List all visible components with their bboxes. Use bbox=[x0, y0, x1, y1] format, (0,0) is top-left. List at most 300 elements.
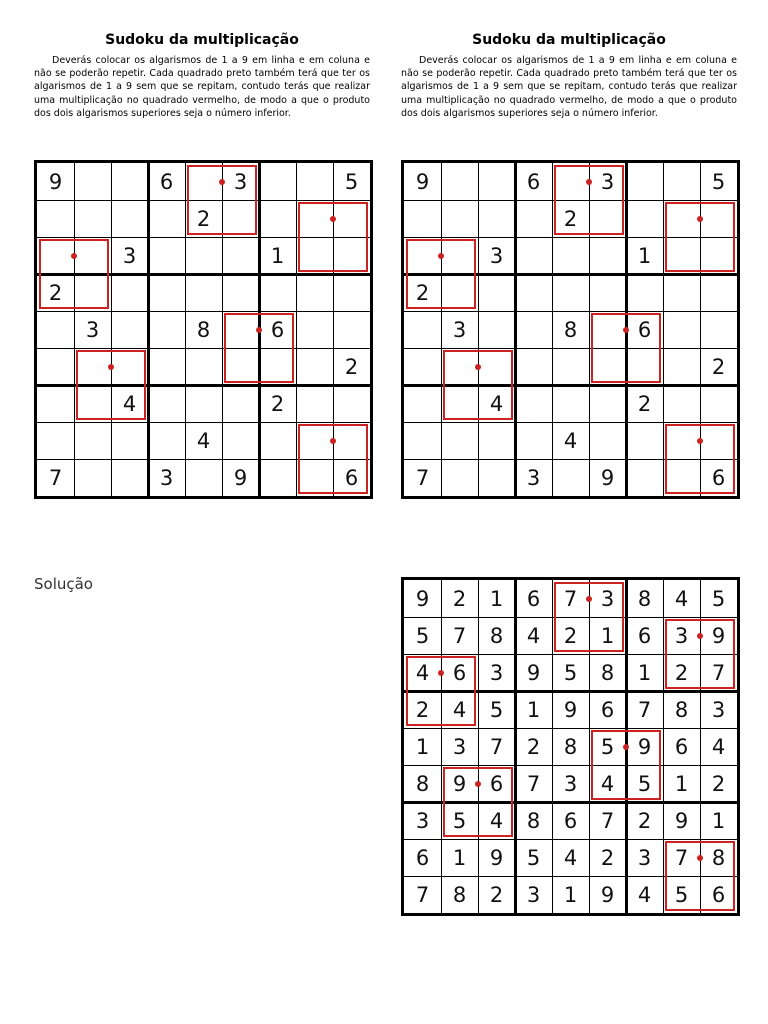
panel-instructions: Deverás colocar os algarismos de 1 a 9 em linha e em coluna e não se poderão repetir. Cada quadrado preto também terá que ter os algarismos de 1 a 9 sem que se repitam, contudo terás que realizar uma multiplicação no quadrado vermelho, de modo a que o produto dos dois algarismos superiores seja o número inferior. bbox=[401, 55, 737, 119]
sudoku-cell bbox=[515, 200, 552, 237]
sudoku-cell bbox=[441, 459, 478, 496]
sudoku-cell bbox=[37, 385, 74, 422]
sudoku-cell bbox=[296, 348, 333, 385]
sudoku-cell: 9 bbox=[600, 882, 615, 907]
sudoku-cell bbox=[478, 422, 515, 459]
sudoku-cell: 6 bbox=[344, 465, 359, 490]
cell-divider-horizontal bbox=[404, 422, 737, 423]
sudoku-cell: 9 bbox=[415, 169, 430, 194]
sudoku-cell bbox=[441, 274, 478, 311]
sudoku-cell: 2 bbox=[563, 623, 578, 648]
sudoku-cell bbox=[663, 422, 700, 459]
sudoku-cell: 6 bbox=[563, 808, 578, 833]
cell-divider-vertical bbox=[441, 163, 442, 496]
sudoku-cell bbox=[185, 459, 222, 496]
sudoku-cell bbox=[296, 459, 333, 496]
sudoku-cell: 3 bbox=[415, 808, 430, 833]
sudoku-cell bbox=[552, 459, 589, 496]
sudoku-cell bbox=[148, 274, 185, 311]
sudoku-cell: 2 bbox=[415, 697, 430, 722]
sudoku-cell bbox=[111, 200, 148, 237]
sudoku-cell bbox=[515, 385, 552, 422]
sudoku-cell: 1 bbox=[452, 845, 467, 870]
sudoku-cell bbox=[111, 422, 148, 459]
sudoku-cell: 3 bbox=[674, 623, 689, 648]
sudoku-cell bbox=[296, 385, 333, 422]
sudoku-cell bbox=[441, 348, 478, 385]
sudoku-cell: 2 bbox=[415, 280, 430, 305]
sudoku-cell bbox=[296, 422, 333, 459]
cell-divider-horizontal bbox=[37, 311, 370, 312]
sudoku-cell: 7 bbox=[489, 734, 504, 759]
sudoku-cell: 6 bbox=[711, 465, 726, 490]
sudoku-cell: 4 bbox=[415, 660, 430, 685]
box-divider-vertical bbox=[514, 163, 517, 496]
sudoku-cell: 2 bbox=[563, 206, 578, 231]
sudoku-cell bbox=[222, 311, 259, 348]
cell-divider-vertical bbox=[74, 163, 75, 496]
sudoku-cell: 2 bbox=[344, 354, 359, 379]
sudoku-cell bbox=[296, 274, 333, 311]
sudoku-cell: 1 bbox=[600, 623, 615, 648]
cell-divider-horizontal bbox=[404, 876, 737, 877]
sudoku-cell bbox=[441, 200, 478, 237]
sudoku-cell bbox=[404, 422, 441, 459]
sudoku-cell: 9 bbox=[563, 697, 578, 722]
sudoku-cell: 3 bbox=[85, 317, 100, 342]
cell-divider-horizontal bbox=[37, 237, 370, 238]
sudoku-cell: 2 bbox=[637, 808, 652, 833]
sudoku-cell: 3 bbox=[526, 465, 541, 490]
sudoku-cell bbox=[148, 200, 185, 237]
sudoku-cell bbox=[441, 385, 478, 422]
sudoku-cell: 1 bbox=[637, 243, 652, 268]
sudoku-cell: 3 bbox=[452, 317, 467, 342]
sudoku-cell bbox=[404, 311, 441, 348]
sudoku-cell bbox=[700, 385, 737, 422]
cell-divider-horizontal bbox=[37, 200, 370, 201]
sudoku-cell: 3 bbox=[452, 734, 467, 759]
sudoku-cell bbox=[478, 348, 515, 385]
sudoku-cell: 2 bbox=[452, 586, 467, 611]
sudoku-cell bbox=[74, 200, 111, 237]
sudoku-cell bbox=[478, 459, 515, 496]
sudoku-cell bbox=[37, 237, 74, 274]
sudoku-cell bbox=[333, 200, 370, 237]
sudoku-cell: 8 bbox=[563, 734, 578, 759]
sudoku-cell: 8 bbox=[452, 882, 467, 907]
cell-divider-vertical bbox=[663, 163, 664, 496]
sudoku-cell: 3 bbox=[489, 243, 504, 268]
sudoku-cell: 8 bbox=[196, 317, 211, 342]
sudoku-cell bbox=[589, 200, 626, 237]
sudoku-cell bbox=[185, 385, 222, 422]
sudoku-cell bbox=[222, 200, 259, 237]
sudoku-cell bbox=[259, 200, 296, 237]
sudoku-cell: 3 bbox=[526, 882, 541, 907]
sudoku-cell: 3 bbox=[600, 169, 615, 194]
sudoku-cell: 9 bbox=[674, 808, 689, 833]
sudoku-cell: 7 bbox=[711, 660, 726, 685]
cell-divider-horizontal bbox=[404, 728, 737, 729]
cell-divider-horizontal bbox=[404, 459, 737, 460]
panel-title: Sudoku da multiplicação bbox=[472, 32, 666, 48]
sudoku-cell bbox=[333, 237, 370, 274]
sudoku-cell bbox=[515, 274, 552, 311]
sudoku-cell: 7 bbox=[452, 623, 467, 648]
sudoku-cell: 2 bbox=[600, 845, 615, 870]
cell-divider-horizontal bbox=[404, 237, 737, 238]
sudoku-cell: 1 bbox=[489, 586, 504, 611]
box-divider-horizontal bbox=[404, 273, 737, 276]
sudoku-cell bbox=[663, 311, 700, 348]
sudoku-cell bbox=[700, 237, 737, 274]
sudoku-cell bbox=[589, 311, 626, 348]
solution-label: Solução bbox=[34, 575, 93, 593]
sudoku-cell bbox=[148, 311, 185, 348]
sudoku-cell bbox=[404, 200, 441, 237]
sudoku-cell: 2 bbox=[48, 280, 63, 305]
sudoku-cell bbox=[589, 348, 626, 385]
panel-right bbox=[401, 30, 737, 134]
sudoku-cell bbox=[626, 348, 663, 385]
cell-divider-horizontal bbox=[37, 459, 370, 460]
sudoku-cell bbox=[259, 274, 296, 311]
sudoku-cell: 3 bbox=[637, 845, 652, 870]
sudoku-cell: 2 bbox=[637, 391, 652, 416]
sudoku-cell bbox=[663, 385, 700, 422]
cell-divider-horizontal bbox=[404, 839, 737, 840]
sudoku-cell bbox=[700, 274, 737, 311]
cell-divider-vertical bbox=[700, 580, 701, 913]
sudoku-cell bbox=[404, 237, 441, 274]
sudoku-cell: 9 bbox=[637, 734, 652, 759]
box-divider-vertical bbox=[625, 580, 628, 913]
cell-divider-vertical bbox=[478, 163, 479, 496]
sudoku-cell bbox=[626, 422, 663, 459]
sudoku-cell bbox=[515, 311, 552, 348]
sudoku-cell bbox=[259, 163, 296, 200]
sudoku-cell: 6 bbox=[711, 882, 726, 907]
sudoku-cell: 8 bbox=[674, 697, 689, 722]
sudoku-cell bbox=[148, 237, 185, 274]
sudoku-cell: 9 bbox=[526, 660, 541, 685]
sudoku-cell: 9 bbox=[452, 771, 467, 796]
sudoku-cell: 1 bbox=[674, 771, 689, 796]
sudoku-cell bbox=[333, 385, 370, 422]
box-divider-horizontal bbox=[37, 384, 370, 387]
sudoku-cell bbox=[515, 422, 552, 459]
sudoku-cell bbox=[589, 237, 626, 274]
cell-divider-vertical bbox=[552, 580, 553, 913]
sudoku-cell bbox=[663, 348, 700, 385]
sudoku-cell bbox=[441, 422, 478, 459]
sudoku-cell bbox=[663, 459, 700, 496]
sudoku-cell: 8 bbox=[489, 623, 504, 648]
cell-divider-vertical bbox=[589, 163, 590, 496]
sudoku-cell bbox=[74, 385, 111, 422]
sudoku-cell: 2 bbox=[711, 771, 726, 796]
sudoku-cell bbox=[37, 311, 74, 348]
sudoku-cell bbox=[478, 311, 515, 348]
sudoku-cell: 2 bbox=[270, 391, 285, 416]
sudoku-board-puzzle-left bbox=[34, 160, 373, 499]
sudoku-cell: 7 bbox=[415, 882, 430, 907]
sudoku-cell: 3 bbox=[233, 169, 248, 194]
sudoku-cell bbox=[552, 237, 589, 274]
sudoku-cell: 2 bbox=[674, 660, 689, 685]
sudoku-cell: 2 bbox=[711, 354, 726, 379]
sudoku-cell: 5 bbox=[452, 808, 467, 833]
sudoku-board-puzzle-right bbox=[401, 160, 740, 499]
sudoku-cell: 1 bbox=[637, 660, 652, 685]
sudoku-cell: 6 bbox=[415, 845, 430, 870]
sudoku-cell: 3 bbox=[122, 243, 137, 268]
sudoku-cell bbox=[552, 163, 589, 200]
sudoku-cell: 6 bbox=[159, 169, 174, 194]
cell-divider-horizontal bbox=[37, 422, 370, 423]
sudoku-cell bbox=[222, 385, 259, 422]
sudoku-cell: 3 bbox=[159, 465, 174, 490]
sudoku-cell bbox=[259, 459, 296, 496]
sudoku-cell: 5 bbox=[600, 734, 615, 759]
sudoku-cell: 6 bbox=[526, 586, 541, 611]
panel-instructions: Deverás colocar os algarismos de 1 a 9 em linha e em coluna e não se poderão repetir. Cada quadrado preto também terá que ter os algarismos de 1 a 9 sem que se repitam, contudo terás que realizar uma multiplicação no quadrado vermelho, de modo a que o produto dos dois algarismos superiores seja o número inferior. bbox=[34, 55, 370, 119]
sudoku-cell: 7 bbox=[637, 697, 652, 722]
box-divider-vertical bbox=[258, 163, 261, 496]
sudoku-cell bbox=[296, 311, 333, 348]
sudoku-cell: 4 bbox=[196, 428, 211, 453]
sudoku-cell: 3 bbox=[600, 586, 615, 611]
sudoku-cell: 8 bbox=[711, 845, 726, 870]
panel-left bbox=[34, 30, 370, 134]
sudoku-cell: 4 bbox=[600, 771, 615, 796]
sudoku-cell: 5 bbox=[563, 660, 578, 685]
sudoku-cell: 1 bbox=[270, 243, 285, 268]
sudoku-cell: 9 bbox=[489, 845, 504, 870]
sudoku-cell bbox=[404, 385, 441, 422]
sudoku-cell: 9 bbox=[415, 586, 430, 611]
sudoku-cell: 8 bbox=[600, 660, 615, 685]
sudoku-cell bbox=[404, 348, 441, 385]
cell-divider-vertical bbox=[663, 580, 664, 913]
sudoku-cell: 4 bbox=[489, 391, 504, 416]
sudoku-cell: 8 bbox=[563, 317, 578, 342]
sudoku-cell: 2 bbox=[196, 206, 211, 231]
sudoku-cell: 4 bbox=[452, 697, 467, 722]
sudoku-cell bbox=[37, 348, 74, 385]
cell-divider-horizontal bbox=[37, 348, 370, 349]
sudoku-cell: 1 bbox=[563, 882, 578, 907]
sudoku-cell: 4 bbox=[526, 623, 541, 648]
sudoku-cell bbox=[222, 237, 259, 274]
sudoku-cell bbox=[111, 459, 148, 496]
sudoku-cell bbox=[663, 274, 700, 311]
sudoku-cell bbox=[185, 348, 222, 385]
sudoku-cell: 4 bbox=[674, 586, 689, 611]
sudoku-cell: 9 bbox=[600, 465, 615, 490]
sudoku-cell: 5 bbox=[711, 586, 726, 611]
sudoku-cell bbox=[589, 422, 626, 459]
sudoku-cell: 6 bbox=[637, 623, 652, 648]
sudoku-cell bbox=[663, 200, 700, 237]
sudoku-cell bbox=[478, 163, 515, 200]
sudoku-cell bbox=[296, 163, 333, 200]
sudoku-cell bbox=[626, 200, 663, 237]
box-divider-horizontal bbox=[404, 690, 737, 693]
box-divider-vertical bbox=[625, 163, 628, 496]
sudoku-cell: 2 bbox=[526, 734, 541, 759]
box-divider-horizontal bbox=[37, 273, 370, 276]
sudoku-cell: 8 bbox=[637, 586, 652, 611]
sudoku-cell bbox=[111, 311, 148, 348]
sudoku-cell bbox=[74, 348, 111, 385]
box-divider-vertical bbox=[147, 163, 150, 496]
box-divider-vertical bbox=[514, 580, 517, 913]
sudoku-cell: 6 bbox=[600, 697, 615, 722]
sudoku-cell bbox=[222, 348, 259, 385]
cell-divider-vertical bbox=[185, 163, 186, 496]
sudoku-cell bbox=[552, 274, 589, 311]
sudoku-cell bbox=[700, 422, 737, 459]
sudoku-cell bbox=[333, 311, 370, 348]
sudoku-cell: 6 bbox=[452, 660, 467, 685]
sudoku-cell bbox=[111, 163, 148, 200]
sudoku-cell: 5 bbox=[415, 623, 430, 648]
sudoku-cell: 4 bbox=[489, 808, 504, 833]
sudoku-cell bbox=[333, 274, 370, 311]
sudoku-cell bbox=[37, 200, 74, 237]
sudoku-cell bbox=[296, 237, 333, 274]
sudoku-cell bbox=[185, 274, 222, 311]
sudoku-cell: 3 bbox=[489, 660, 504, 685]
sudoku-cell: 8 bbox=[415, 771, 430, 796]
sudoku-cell bbox=[552, 348, 589, 385]
sudoku-cell bbox=[259, 422, 296, 459]
box-divider-horizontal bbox=[404, 384, 737, 387]
sudoku-cell bbox=[37, 422, 74, 459]
sudoku-cell bbox=[589, 274, 626, 311]
sudoku-cell: 9 bbox=[48, 169, 63, 194]
cell-divider-vertical bbox=[478, 580, 479, 913]
cell-divider-vertical bbox=[441, 580, 442, 913]
sudoku-cell bbox=[111, 274, 148, 311]
sudoku-cell: 4 bbox=[563, 845, 578, 870]
sudoku-cell: 5 bbox=[526, 845, 541, 870]
sudoku-cell bbox=[700, 200, 737, 237]
sudoku-cell: 2 bbox=[489, 882, 504, 907]
sudoku-cell: 7 bbox=[526, 771, 541, 796]
sudoku-cell: 4 bbox=[711, 734, 726, 759]
sudoku-cell: 7 bbox=[674, 845, 689, 870]
sudoku-cell bbox=[478, 200, 515, 237]
sudoku-cell: 1 bbox=[711, 808, 726, 833]
cell-divider-vertical bbox=[700, 163, 701, 496]
sudoku-cell bbox=[148, 422, 185, 459]
sudoku-cell bbox=[626, 459, 663, 496]
sudoku-cell: 9 bbox=[233, 465, 248, 490]
sudoku-cell bbox=[74, 422, 111, 459]
sudoku-cell bbox=[74, 274, 111, 311]
sudoku-cell bbox=[441, 163, 478, 200]
sudoku-cell: 7 bbox=[48, 465, 63, 490]
sudoku-cell bbox=[552, 385, 589, 422]
sudoku-cell bbox=[333, 422, 370, 459]
sudoku-cell bbox=[185, 163, 222, 200]
sudoku-cell bbox=[515, 348, 552, 385]
cell-divider-horizontal bbox=[404, 765, 737, 766]
sudoku-cell: 7 bbox=[600, 808, 615, 833]
sudoku-cell bbox=[700, 311, 737, 348]
cell-divider-horizontal bbox=[404, 617, 737, 618]
sudoku-cell: 1 bbox=[415, 734, 430, 759]
sudoku-cell: 3 bbox=[711, 697, 726, 722]
cell-divider-vertical bbox=[552, 163, 553, 496]
sudoku-cell bbox=[663, 163, 700, 200]
sudoku-cell: 5 bbox=[344, 169, 359, 194]
sudoku-cell: 4 bbox=[637, 882, 652, 907]
sudoku-cell bbox=[296, 200, 333, 237]
sudoku-cell: 6 bbox=[489, 771, 504, 796]
sudoku-cell: 7 bbox=[415, 465, 430, 490]
cell-divider-vertical bbox=[333, 163, 334, 496]
sudoku-cell bbox=[148, 385, 185, 422]
cell-divider-vertical bbox=[589, 580, 590, 913]
sudoku-cell: 9 bbox=[711, 623, 726, 648]
sudoku-cell: 5 bbox=[489, 697, 504, 722]
cell-divider-horizontal bbox=[404, 311, 737, 312]
cell-divider-vertical bbox=[111, 163, 112, 496]
sudoku-cell bbox=[222, 274, 259, 311]
sudoku-cell bbox=[185, 237, 222, 274]
sudoku-cell bbox=[663, 237, 700, 274]
sudoku-cell bbox=[74, 237, 111, 274]
sudoku-cell: 1 bbox=[526, 697, 541, 722]
sudoku-cell: 4 bbox=[563, 428, 578, 453]
sudoku-cell: 8 bbox=[526, 808, 541, 833]
cell-divider-horizontal bbox=[404, 654, 737, 655]
sudoku-cell: 3 bbox=[563, 771, 578, 796]
sudoku-cell bbox=[441, 237, 478, 274]
sudoku-cell bbox=[222, 422, 259, 459]
sudoku-cell bbox=[74, 163, 111, 200]
sudoku-cell bbox=[478, 274, 515, 311]
cell-divider-horizontal bbox=[404, 200, 737, 201]
sudoku-board-solution bbox=[401, 577, 740, 916]
sudoku-cell: 6 bbox=[270, 317, 285, 342]
sudoku-cell: 6 bbox=[674, 734, 689, 759]
sudoku-cell: 5 bbox=[637, 771, 652, 796]
sudoku-cell: 7 bbox=[563, 586, 578, 611]
sudoku-cell bbox=[148, 348, 185, 385]
sudoku-cell: 6 bbox=[526, 169, 541, 194]
sudoku-cell bbox=[111, 348, 148, 385]
sudoku-cell: 4 bbox=[122, 391, 137, 416]
panel-title: Sudoku da multiplicação bbox=[105, 32, 299, 48]
sudoku-cell: 5 bbox=[674, 882, 689, 907]
sudoku-cell bbox=[515, 237, 552, 274]
sudoku-cell bbox=[589, 385, 626, 422]
cell-divider-horizontal bbox=[404, 348, 737, 349]
sudoku-cell bbox=[626, 163, 663, 200]
cell-divider-vertical bbox=[296, 163, 297, 496]
sudoku-cell bbox=[74, 459, 111, 496]
sudoku-cell bbox=[626, 274, 663, 311]
sudoku-cell: 5 bbox=[711, 169, 726, 194]
box-divider-horizontal bbox=[404, 801, 737, 804]
cell-divider-vertical bbox=[222, 163, 223, 496]
sudoku-cell: 6 bbox=[637, 317, 652, 342]
